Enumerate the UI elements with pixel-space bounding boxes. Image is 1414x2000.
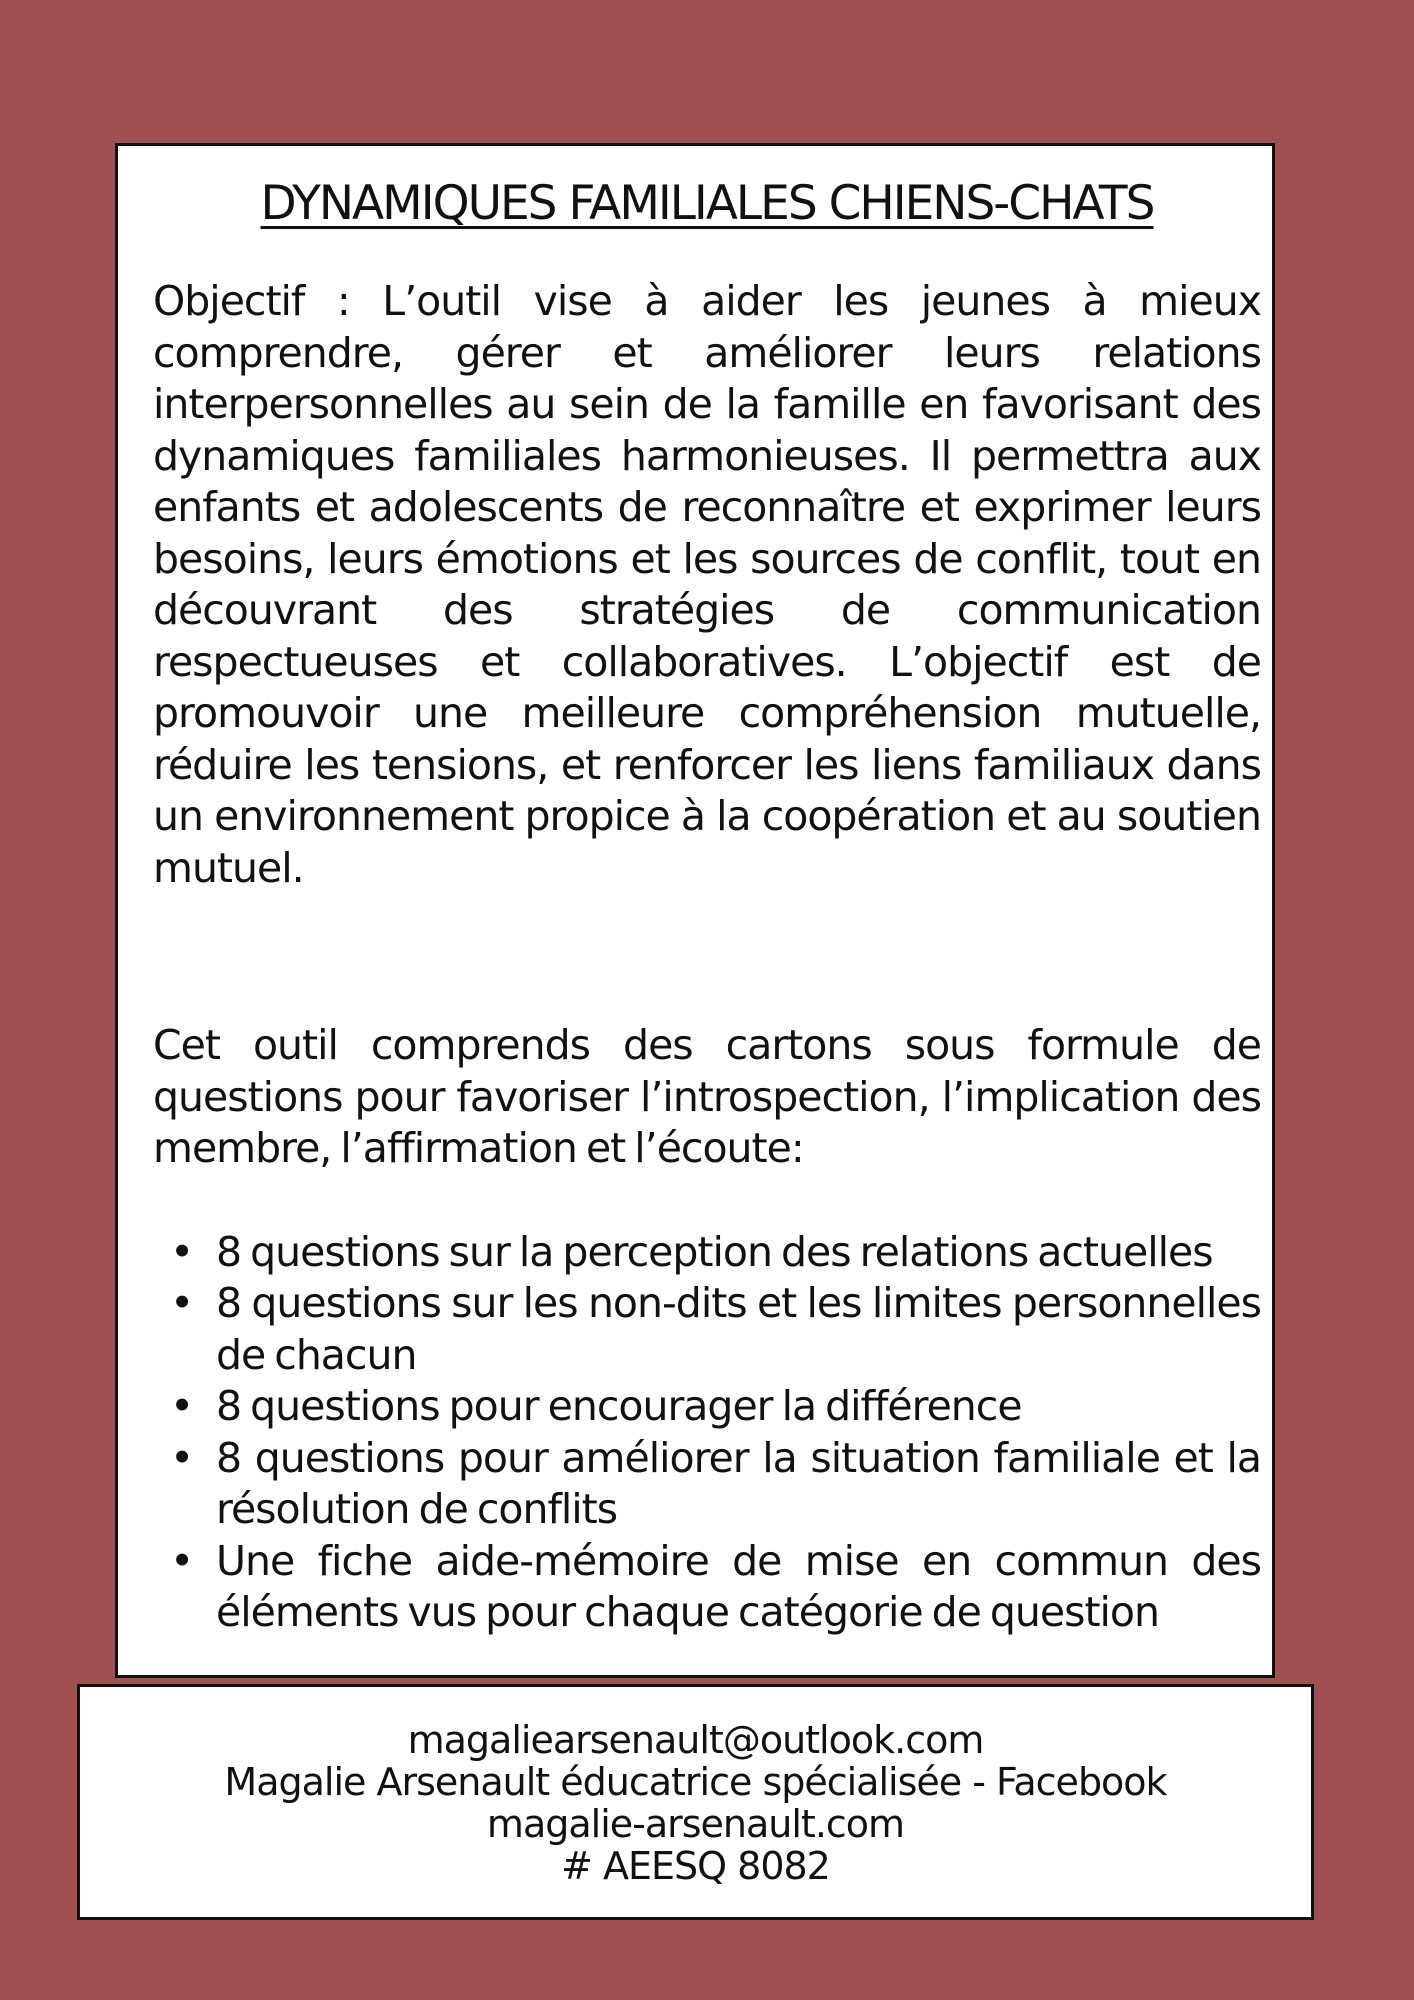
feature-text: 8 questions sur les non-dits et les limites personnelles de chacun [216, 1279, 1261, 1379]
objective-paragraph: Objectif : L’outil vise à aider les jeunes à mieux comprendre, gérer et améliorer leurs relations interpersonnelles au sein de la famille en favorisant des dynamiques familiales harmonieuses. Il permettra aux enfants et adolescents de reconnaître et exprimer leurs besoins, leurs émotions et les sources de conflit, tout en découvrant des stratégies de communication respectueuses et collaboratives. L’objectif est de promouvoir une meilleure compréhension mutuelle, réduire les tensions, et renforcer les liens familiaux dans un environnement propice à la coopération et au soutien mutuel. [153, 277, 1261, 892]
bullet-icon: • [170, 1433, 194, 1482]
feature-text: Une fiche aide-mémoire de mise en commun des éléments vus pour chaque catégorie de question [216, 1536, 1261, 1637]
contact-email[interactable]: magaliearsenault@outlook.com [407, 1718, 984, 1762]
contact-card [77, 1684, 1314, 1920]
bullet-icon: • [170, 1536, 194, 1585]
contact-facebook[interactable]: Magalie Arsenault éducatrice spécialisée - Facebook [224, 1760, 1167, 1804]
intro-paragraph: Cet outil comprends des cartons sous formule de questions pour favoriser l’introspection, l’implication des membre, l’affirmation et l’écoute: [153, 1021, 1261, 1173]
description-card [115, 143, 1275, 1678]
bullet-icon: • [170, 1382, 194, 1431]
feature-text: 8 questions sur la perception des relations actuelles [216, 1227, 1213, 1276]
feature-item [170, 1227, 1261, 1279]
feature-text: 8 questions pour encourager la différence [216, 1382, 1022, 1431]
feature-text: 8 questions pour améliorer la situation familiale et la résolution de conflits [216, 1433, 1261, 1534]
bullet-icon: • [170, 1279, 194, 1328]
feature-item [170, 1536, 1261, 1639]
feature-item [170, 1381, 1261, 1433]
document-title: DYNAMIQUES FAMILIALES CHIENS-CHATS [260, 176, 1154, 231]
contact-website[interactable]: magalie-arsenault.com [486, 1802, 905, 1846]
feature-item [170, 1433, 1261, 1536]
bullet-icon: • [170, 1227, 194, 1276]
contact-membership: # AEESQ 8082 [561, 1844, 830, 1888]
feature-item [170, 1278, 1261, 1381]
feature-list [153, 1227, 1261, 1639]
